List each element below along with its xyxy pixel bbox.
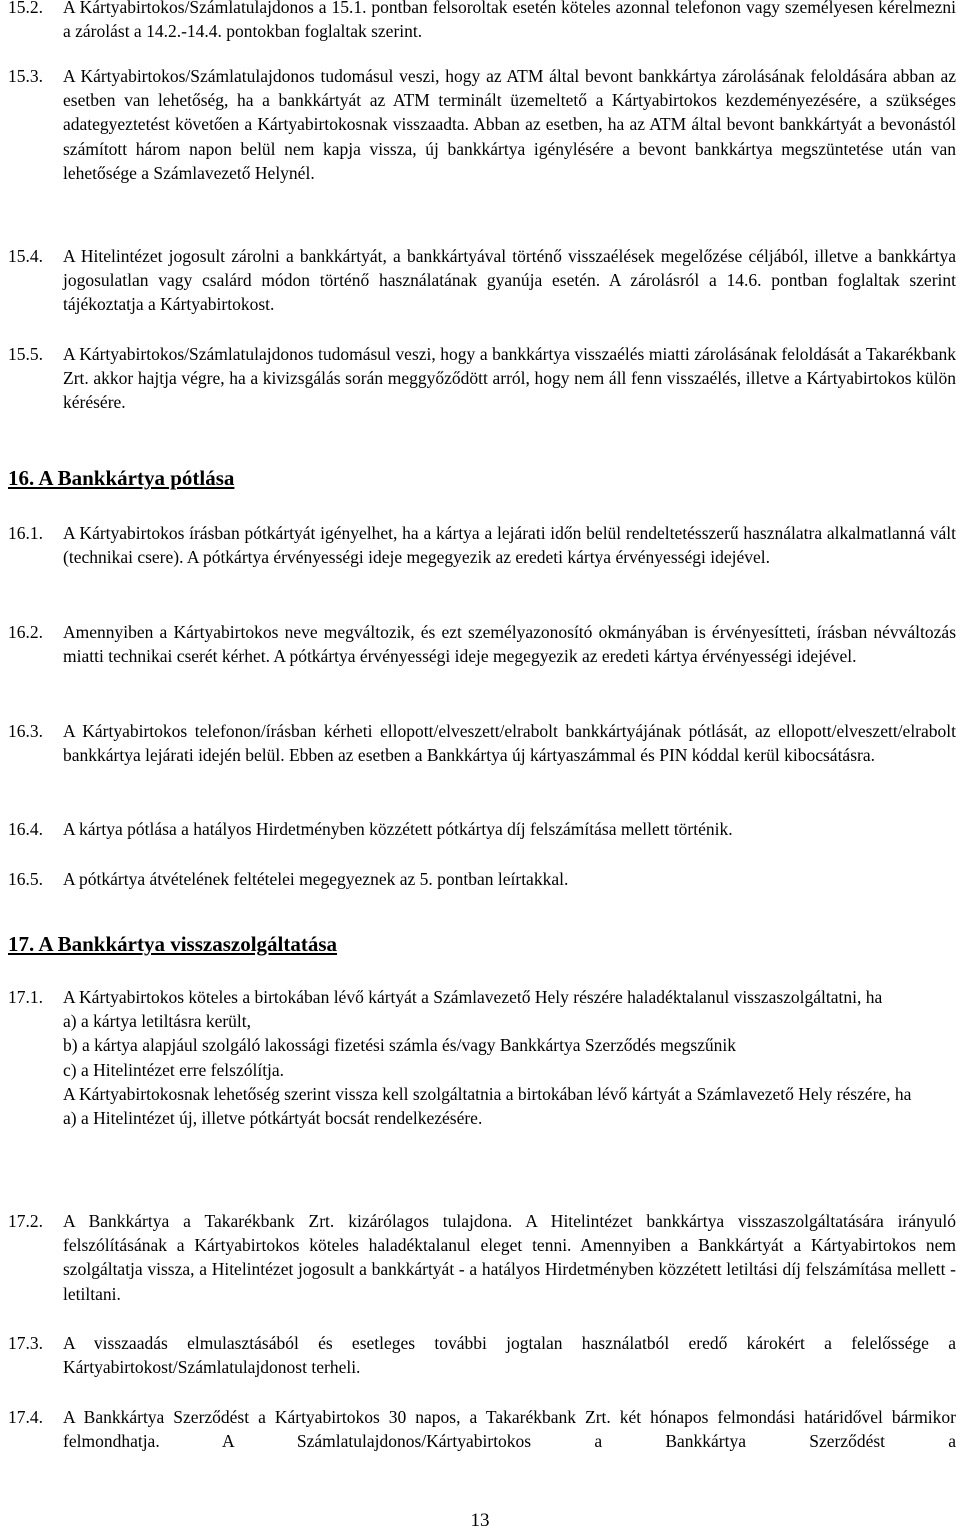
clause-17-1 (8, 985, 956, 1130)
clause-16-3 (8, 719, 956, 767)
clause-line: b) a kártya alapjául szolgáló lakossági fizetési számla és/vagy Bankkártya Szerződés megszűnik (63, 1035, 737, 1056)
clause-text: A visszaadás elmulasztásából és esetleges további jogtalan használatból eredő károkért a felelőssége a Kártyabirtokost/Számlatulajdonost terheli. (63, 1333, 956, 1378)
clause-number: 15.3. (8, 66, 43, 86)
clause-text: A Kártyabirtokos/Számlatulajdonos a 15.1. pontban felsoroltak esetén köteles azonnal telefonon vagy személyesen kérelmezni a zárolást a 14.2.-14.4. pontokban foglaltak szerint. (63, 0, 956, 42)
clause-15-5 (8, 342, 956, 415)
clause-number: 15.4. (8, 246, 43, 266)
clause-line: c) a Hitelintézet erre felszólítja. (63, 1059, 285, 1080)
clause-16-5 (8, 867, 956, 891)
clause-15-2 (8, 0, 956, 43)
clause-number: 15.5. (8, 344, 43, 364)
clause-line: a) a Hitelintézet új, illetve pótkártyát bocsát rendelkezésére. (63, 1108, 483, 1129)
section-heading-16: 16. A Bankkártya pótlása (8, 466, 235, 490)
clause-text: A Kártyabirtokos telefonon/írásban kérheti ellopott/elveszett/elrabolt bankkártyájának pótlását, az ellopott/elveszett/elrabolt bankkártya lejárati idején belül. Ebben az esetben a Bankkártya új kártyaszámmal és PIN kóddal kerül kibocsátásra. (63, 721, 956, 766)
clause-text: A Kártyabirtokos/Számlatulajdonos tudomásul veszi, hogy az ATM által bevont bankkártya zárolásának feloldására abban az esetben van lehetőség, ha a bankkártyát az ATM terminált üzemeltető a Kártyabirtokos kezdeményezésére, a szükséges adategyeztetést követően a Kártyabirtokosnak visszaadta. Abban az esetben, ha az ATM által bevont bankkártyát a bevonástól számított három napon belül nem kapja vissza, új bankkártya igénylésére a bevont bankkártya megszüntetése után van lehetősége a Számlavezető Helynél. (63, 66, 956, 183)
clause-number: 16.3. (8, 721, 43, 741)
clause-17-4 (8, 1405, 956, 1453)
clause-16-2 (8, 620, 956, 668)
clause-number: 17.2. (8, 1211, 43, 1231)
clause-text (63, 985, 956, 1130)
clause-number: 16.1. (8, 523, 43, 543)
clause-text: A Hitelintézet jogosult zárolni a bankkártyát, a bankkártyával történő visszaélések megelőzése céljából, illetve a bankkártya jogosulatlan vagy csalárd módon történő használatának gyanúja esetén. A zárolásról a 14.6. pontban foglaltak szerint tájékoztatja a Kártyabirtokost. (63, 246, 956, 315)
clause-text: A Bankkártya Szerződést a Kártyabirtokos 30 napos, a Takarékbank Zrt. két hónapos felmondási határidővel bármikor felmondhatja. A Számlatulajdonos/Kártyabirtokos a Bankkártya Szerződést a (63, 1407, 956, 1452)
clause-line: a) a kártya letiltásra került, (63, 1011, 252, 1032)
clause-number: 17.3. (8, 1333, 43, 1353)
clause-number: 17.4. (8, 1407, 43, 1427)
clause-line: A Kártyabirtokosnak lehetőség szerint vissza kell szolgáltatnia a birtokában lévő kártyát a Számlavezető Hely részére, ha (63, 1083, 912, 1104)
clause-17-2 (8, 1209, 956, 1306)
clause-line: A Kártyabirtokos köteles a birtokában lévő kártyát a Számlavezető Hely részére haladéktalanul visszaszolgáltatni, ha (63, 987, 883, 1007)
clause-text: A Bankkártya a Takarékbank Zrt. kizárólagos tulajdona. A Hitelintézet bankkártya visszaszolgáltatására irányuló felszólításának a Kártyabirtokos köteles haladéktalanul eleget tenni. Amennyiben a Bankkártyát a Kártyabirtokos nem szolgáltatja vissza, a Hitelintézet jogosult a bankkártyát - a hatályos Hirdetményben közzétett letiltási díj felszámítása mellett - letiltani. (63, 1211, 956, 1304)
clause-text: A Kártyabirtokos írásban pótkártyát igényelhet, ha a kártya a lejárati időn belül rendeltetésszerű használatra alkalmatlanná vált (technikai csere). A pótkártya érvényességi ideje megegyezik az eredeti kártya érvényességi idejével. (63, 523, 956, 568)
section-heading-17: 17. A Bankkártya visszaszolgáltatása (8, 932, 338, 956)
clause-text: Amennyiben a Kártyabirtokos neve megváltozik, és ezt személyazonosító okmányában is érvényesítteti, írásban névváltozás miatti technikai cserét kérhet. A pótkártya érvényességi ideje megegyezik az eredeti kártya érvényességi idejével. (63, 622, 956, 667)
clause-15-3 (8, 64, 956, 185)
clause-text: A Kártyabirtokos/Számlatulajdonos tudomásul veszi, hogy a bankkártya visszaélés miatti zárolásának feloldását a Takarékbank Zrt. akkor hajtja végre, ha a kivizsgálás során meggyőződött arról, hogy nem áll fenn visszaélés, illetve a Kártyabirtokos külön kérésére. (63, 344, 956, 413)
clause-text: A pótkártya átvételének feltételei megegyeznek az 5. pontban leírtakkal. (63, 869, 569, 889)
clause-number: 17.1. (8, 987, 43, 1007)
clause-15-4 (8, 244, 956, 317)
clause-16-1 (8, 521, 956, 569)
page-number: 13 (470, 1510, 490, 1531)
clause-number: 16.2. (8, 622, 43, 642)
clause-16-4 (8, 817, 956, 841)
clause-text: A kártya pótlása a hatályos Hirdetményben közzétett pótkártya díj felszámítása mellett történik. (63, 819, 733, 839)
clause-number: 15.2. (8, 0, 43, 17)
clause-number: 16.5. (8, 869, 43, 889)
clause-17-3 (8, 1331, 956, 1379)
clause-number: 16.4. (8, 819, 43, 839)
